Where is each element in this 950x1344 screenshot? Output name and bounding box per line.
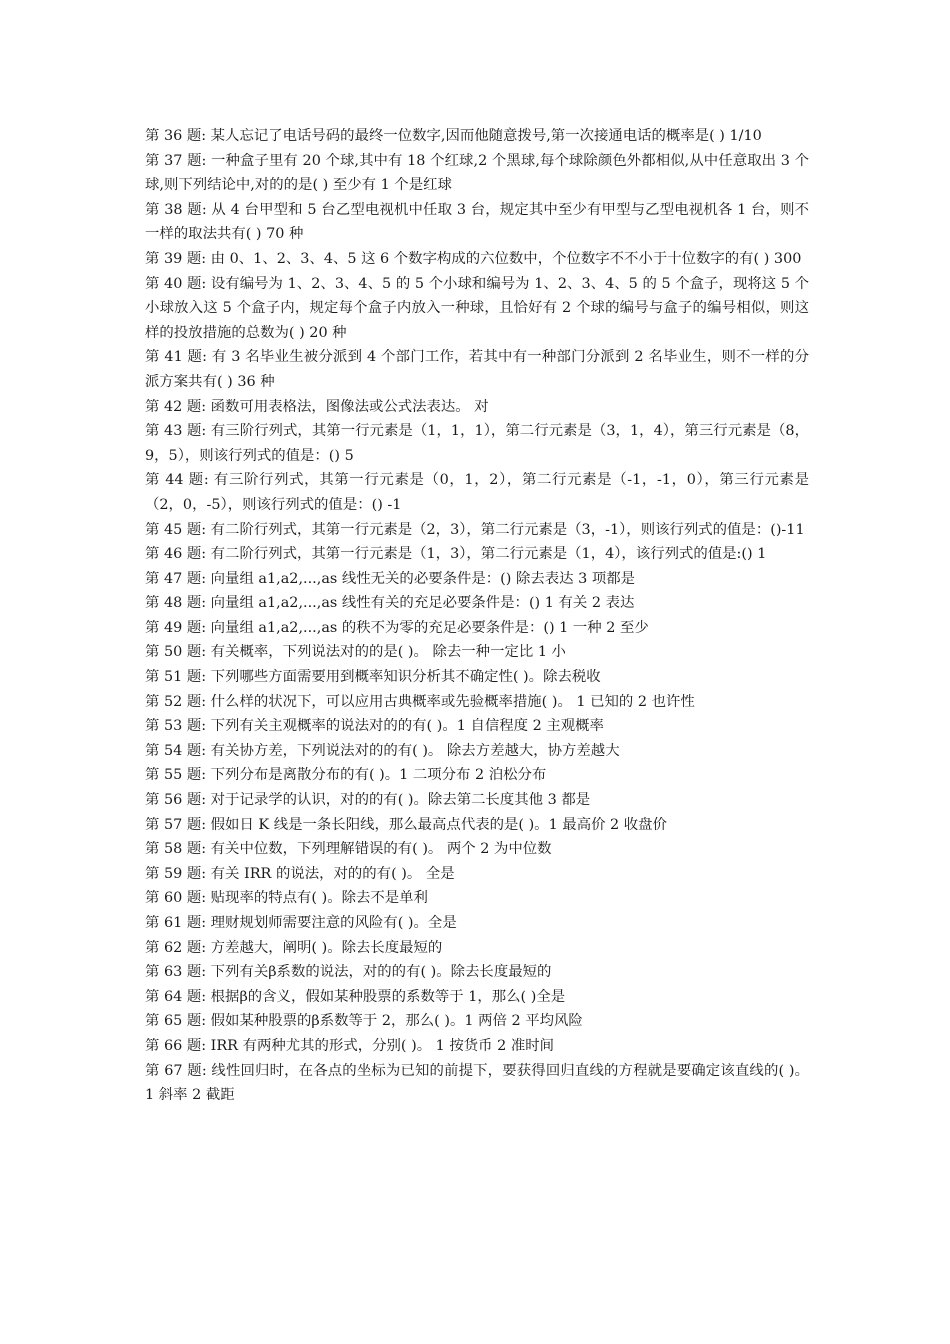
question-item: 第 52 题: 什么样的状况下，可以应用古典概率或先验概率措施( )。 1 已知的 2 也许性 [145, 693, 695, 710]
question-item: 第 59 题: 有关 IRR 的说法，对的的有( )。 全是 [145, 865, 455, 882]
question-item: 第 40 题: 设有编号为 1、2、3、4、5 的 5 个小球和编号为 1、2、3、4、5 的 5 个盒子，现将这 5 个小球放入这 5 个盒子内，规定每个盒子内放入一种球，且恰好有 2 个球的编号与盒子的编号相似，则这样的投放措施的总数为( ) 20 种 [145, 275, 809, 341]
question-item: 第 41 题: 有 3 名毕业生被分派到 4 个部门工作，若其中有一种部门分派到 2 名毕业生，则不一样的分派方案共有( ) 36 种 [145, 349, 809, 390]
question-item: 第 60 题: 贴现率的特点有( )。除去不是单利 [145, 890, 428, 907]
question-item: 第 65 题: 假如某种股票的β系数等于 2，那么( )。1 两倍 2 平均风险 [145, 1013, 583, 1030]
question-item: 第 58 题: 有关中位数，下列理解错误的有( )。 两个 2 为中位数 [145, 841, 552, 858]
question-item: 第 48 题: 向量组 a1,a2,...,as 线性有关的充足必要条件是：() 1 有关 2 表达 [145, 595, 635, 612]
question-item: 第 54 题: 有关协方差，下列说法对的的有( )。 除去方差越大，协方差越大 [145, 742, 620, 759]
question-item: 第 57 题: 假如日 K 线是一条长阳线，那么最高点代表的是( )。1 最高价 2 收盘价 [145, 816, 667, 833]
question-item: 第 53 题: 下列有关主观概率的说法对的的有( )。1 自信程度 2 主观概率 [145, 718, 604, 735]
question-item: 第 67 题: 线性回归时，在各点的坐标为已知的前提下，要获得回归直线的方程就是要确定该直线的( )。1 斜率 2 截距 [145, 1062, 809, 1104]
question-item: 第 49 题: 向量组 a1,a2,...,as 的秩不为零的充足必要条件是：() 1 一种 2 至少 [145, 619, 649, 636]
question-item: 第 43 题: 有三阶行列式，其第一行元素是（1，1，1），第二行元素是（3，1，4），第三行元素是（8，9，5），则该行列式的值是：() 5 [145, 423, 809, 464]
question-item: 第 45 题: 有二阶行列式，其第一行元素是（2，3），第二行元素是（3，-1），则该行列式的值是：()-11 [145, 521, 805, 538]
question-item: 第 42 题: 函数可用表格法，图像法或公式法表达。 对 [145, 398, 489, 415]
question-item: 第 61 题: 理财规划师需要注意的风险有( )。全是 [145, 915, 457, 931]
question-item: 第 36 题: 某人忘记了电话号码的最终一位数字,因而他随意拨号,第一次接通电话的概率是( ) 1/10 [145, 128, 762, 144]
question-item: 第 62 题: 方差越大，阐明( )。除去长度最短的 [145, 939, 443, 956]
question-item: 第 37 题: 一种盒子里有 20 个球,其中有 18 个红球,2 个黑球,每个球除颜色外都相似,从中任意取出 3 个球,则下列结论中,对的的是( ) 至少有 1 个是红球 [145, 152, 809, 194]
question-item: 第 39 题: 由 0、1、2、3、4、5 这 6 个数字构成的六位数中，个位数字不不小于十位数字的有( ) 300 [145, 250, 802, 267]
question-list [145, 124, 809, 1108]
question-item: 第 46 题: 有二阶行列式，其第一行元素是（1，3），第二行元素是（1，4），该行列式的值是:() 1 [145, 546, 767, 563]
question-item: 第 55 题: 下列分布是离散分布的有( )。1 二项分布 2 泊松分布 [145, 767, 547, 784]
question-item: 第 51 题: 下列哪些方面需要用到概率知识分析其不确定性( )。除去税收 [145, 669, 601, 686]
question-item: 第 38 题: 从 4 台甲型和 5 台乙型电视机中任取 3 台，规定其中至少有甲型与乙型电视机各 1 台，则不一样的取法共有( ) 70 种 [145, 201, 809, 243]
question-item: 第 66 题: IRR 有两种尤其的形式，分别( )。 1 按货币 2 准时间 [145, 1037, 555, 1054]
question-item: 第 50 题: 有关概率，下列说法对的的是( )。 除去一种一定比 1 小 [145, 644, 566, 661]
question-item: 第 63 题: 下列有关β系数的说法，对的的有( )。除去长度最短的 [145, 964, 552, 981]
question-item: 第 44 题: 有三阶行列式，其第一行元素是（0，1，2），第二行元素是（-1，-1，0），第三行元素是（2，0，-5），则该行列式的值是：() -1 [145, 472, 809, 513]
question-item: 第 47 题: 向量组 a1,a2,...,as 线性无关的必要条件是：() 除去表达 3 项都是 [145, 570, 636, 587]
question-item: 第 64 题: 根据β的含义，假如某种股票的系数等于 1，那么( )全是 [145, 988, 566, 1005]
question-item: 第 56 题: 对于记录学的认识，对的的有( )。除去第二长度其他 3 都是 [145, 792, 591, 809]
